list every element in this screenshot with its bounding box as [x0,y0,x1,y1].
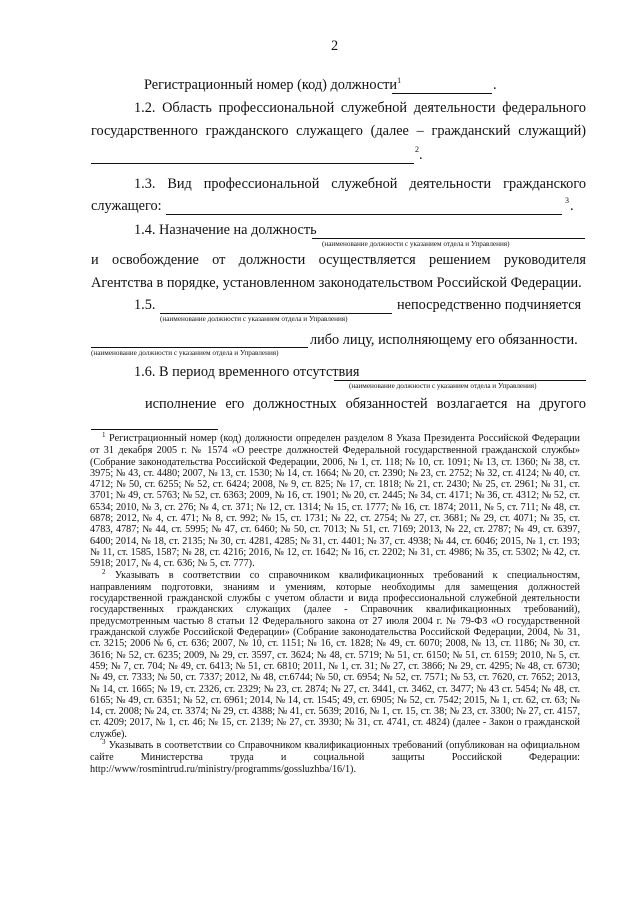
footnote-3 [90,740,580,775]
temporary-absence-field[interactable] [334,380,586,381]
alternate-supervisor-caption: (наименование должности с указанием отдела и Управления) [91,349,279,357]
position-appointment-field[interactable] [312,238,585,239]
paragraph-1-5-alternate: либо лицу, исполняющему его обязанности. [310,332,578,348]
footnote-1 [90,433,580,570]
registration-number-text: Регистрационный номер (код) должности [144,77,398,93]
paragraph-1-4-line-2: и освобождение от должности осуществляется решением руководителя [91,252,586,268]
registration-number-period: . [493,77,497,93]
paragraph-1-3-period: . [570,198,574,214]
position-appointment-caption: (наименование должности с указанием отдела и Управления) [322,240,510,248]
paragraph-1-6-line-1: 1.6. В период временного отсутствия [134,364,360,380]
professional-area-field[interactable] [91,163,414,164]
paragraph-1-2-line-1: 1.2. Область профессиональной служебной деятельности федерального [134,100,586,116]
paragraph-1-3-line-2-start: служащего: [91,198,162,214]
footnote-1-mark: 1 [102,431,106,439]
footnote-ref-2: 2 [415,145,419,154]
paragraph-1-6-line-2: исполнение его должностных обязанностей возлагается на другого [145,396,586,412]
footnotes [90,433,580,775]
alternate-supervisor-field[interactable] [91,347,308,348]
paragraph-1-5-subordination: непосредственно подчиняется [397,297,582,313]
footnote-3-text: Указывать в соответствии со Справочником квалификационных требований (опубликован на официальном сайте Министерства труда и социальной защиты Российской Федерации: http://www/rosmintrud.ru/ministry/programms/gossluzhba/16/1). [90,740,580,775]
paragraph-1-4-line-3: Агентства в порядке, установленном законодательством Российской Федерации. [91,275,582,291]
temporary-absence-caption: (наименование должности с указанием отдела и Управления) [349,382,537,390]
paragraph-1-4-line-1: 1.4. Назначение на должность [134,222,317,238]
direct-supervisor-field[interactable] [160,313,392,314]
footnote-2-mark: 2 [102,567,106,576]
footnote-2-text: Указывать в соответствии со справочником квалификационных требований к специальностям, направлениям подготовки, знаниям и умениям, которые необходимы для замещения должностей государственной гражданской службы с учетом области и вида профессиональной служебной деятельности государственных гражданских служащих (далее - Справочник квалификационных требований), предусмотренным частью 8 статьи 12 Федерального закона от 27 июля 2004 г. № 79-ФЗ «О государственной гражданской службе Российской Федерации» (Собрание законодательства Российской Федерации, 2004, № 31, ст. 3215; 2006 № 6, ст. 636; 2007, № 10, ст. 1151; № 16, ст. 1828; № 49, ст. 6070; 2008, № 13, ст. 1186; № 30, ст. 3616; № 52, ст. 6235; 2009, № 29, ст. 3597, ст. 3624; № 48, ст. 5719; № 51, ст. 6150; № 51, ст. 6159; 2010, № 5, ст. 459; № 7, ст. 704; № 49, ст. 6413; № 51, ст. 6810; 2011, № 1, ст. 31; № 27, ст. 3866; № 29, ст. 4295; № 48, ст. 6730; № 49, ст. 7333; № 50, ст. 7337; 2012, № 48, ст.6744; № 50, ст. 6954; № 52, ст. 7571; № 53, ст. 7620, ст. 7652; 2013, № 14, ст. 1665; № 19, ст. 2326, ст. 2329; № 23, ст. 2874; № 27, ст. 3441, ст. 3462, ст. 3477; № 43 ст. 5454; № 48, ст. 6165; № 49, ст. 6351; № 52, ст. 6961; 2014, № 14, ст. 1545; 49, ст. 6905; № 52, ст. 7542; 2015, № 1, ст. 62, ст. 63; № 14, ст. 2008; № 24, ст. 3374; № 29, ст. 4388; № 41, ст. 5639; 2016, № 1, ст. 15, ст. 38; № 23, ст. 3300; № 27, ст. 4157, ст. 4209; 2017, № 1, ст. 46; № 15, ст. 2139; № 27, ст. 3930; № 31, ст. 4741, ст. 4824) (далее - Закон о гражданской службе). [90,569,581,740]
footnote-ref-1: 1 [397,76,402,85]
paragraph-1-5-number: 1.5. [134,297,156,313]
footnote-3-mark: 3 [102,738,106,747]
footnote-ref-3: 3 [565,196,569,205]
paragraph-1-2-line-2: государственного гражданского служащего (далее – гражданский служащий) [91,123,586,139]
footnote-2 [90,567,581,740]
paragraph-1-3-line-1: 1.3. Вид профессиональной служебной деятельности гражданского [134,176,586,192]
activity-type-field[interactable] [166,214,562,215]
footnote-separator [91,429,218,430]
registration-number-field[interactable] [392,93,492,94]
page-number: 2 [331,38,339,54]
footnote-1-text: Регистрационный номер (код) должности определен разделом 8 Указа Президента Российской Федерации от 31 декабря 2005 г. № 1574 «О реестре должностей Федеральной государственной гражданской службы» (Собрание законодательства Российской Федерации, 2006, № 1, ст. 118; № 10, ст. 1091; № 13, ст. 1360; № 38, ст. 3975; № 43, ст. 4480; 2007, № 13, ст. 1530; № 14, ст. 1664; № 20, ст. 2390; № 23, ст. 2752; № 32, ст. 4124; № 40, ст. 4712; № 50, ст. 6255; № 52, ст. 6424; 2008, № 9, ст. 825; № 17, ст. 1818; № 21, ст. 2430; № 25, ст. 2961; № 31, ст. 3701; № 49, ст. 5763; № 52, ст. 6363; 2009, № 16, ст. 1901; № 20, ст. 2445; № 34, ст. 4171; № 36, ст. 4312; № 52, ст. 6534; 2010, № 3, ст. 276; № 4, ст. 371; № 12, ст. 1314; № 15, ст. 1777; № 16, ст. 1874; 2011, № 5, ст. 711; № 48, ст. 6878; 2012, № 4, ст. 471; № 8, ст. 992; № 15, ст. 1731; № 22, ст. 2754; № 27, ст. 3681; № 29, ст. 4071; № 35, ст. 4783, 4787; № 44, ст. 5995; № 47, ст. 6460; № 50, ст. 7013; № 51, ст. 7169; 2013, № 22, ст. 2787; № 49, ст. 6397, 6400; 2014, № 18, ст. 2135; № 30, ст. 4281, 4285; № 31, ст. 4401; № 37, ст. 4938; № 44, ст. 6046; 2015, № 1, ст. 193; № 11, ст. 1585, 1587; № 28, ст. 4216; 2016, № 12, ст. 1642; № 16, ст. 2202; № 31, ст. 4986; № 35, ст. 5302; № 42, ст. 5918; 2017, № 4, ст. 636; № 5, ст. 777). [90,433,580,570]
registration-number-label [144,77,401,94]
paragraph-1-2-period: . [419,147,423,163]
direct-supervisor-caption: (наименование должности с указанием отдела и Управления) [160,315,348,323]
